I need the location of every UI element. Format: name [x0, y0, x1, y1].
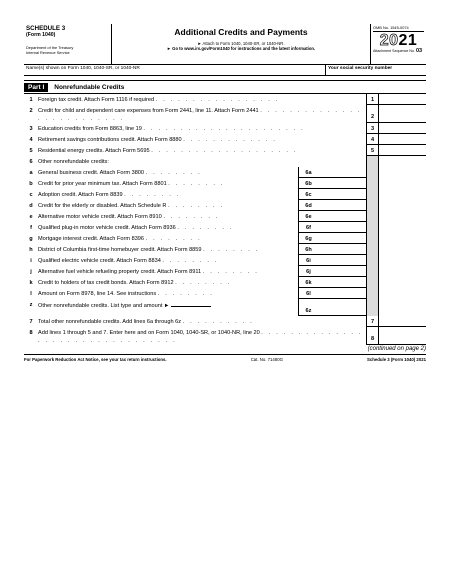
name-field[interactable]: Name(s) shown on Form 1040, 1040-SR, or 1040-NR: [24, 65, 326, 75]
ssn-field[interactable]: Your social security number: [328, 66, 393, 71]
line-6d-amount[interactable]: [318, 200, 366, 211]
shaded-amount: [378, 156, 426, 167]
shaded-box: [366, 299, 378, 316]
shaded-box: [366, 189, 378, 200]
shaded-box: [366, 244, 378, 255]
line-1-amount[interactable]: [378, 94, 426, 105]
shaded-amount: [378, 222, 426, 233]
line-6d: [24, 200, 426, 211]
line-number: 8: [29, 330, 33, 336]
subline-letter: g: [29, 236, 33, 242]
subline-label: Credit to holders of tax credit bonds. Attach Form 8912: [38, 280, 174, 286]
subline-letter: z: [29, 302, 33, 308]
leader-dots: . . . . . . . .: [175, 280, 232, 286]
subline-box: 6b: [298, 178, 318, 189]
subline-text: [38, 299, 298, 316]
subline-letter: a: [29, 170, 33, 176]
subline-letter: i: [30, 258, 32, 264]
subline-label: Mortgage interest credit. Attach Form 8396: [38, 236, 145, 242]
subline-box: 6a: [298, 167, 318, 178]
subline-text: [38, 211, 298, 222]
line-7: [24, 316, 426, 327]
subline-text: [38, 178, 298, 189]
shaded-amount: [378, 255, 426, 266]
subline-label: General business credit. Attach Form 3800: [38, 170, 145, 176]
line-box: 4: [366, 134, 378, 145]
continued-note: (continued on page 2): [367, 346, 426, 352]
line-6e: [24, 211, 426, 222]
shaded-box: [366, 156, 378, 167]
subline-text: [38, 222, 298, 233]
line-6e-amount[interactable]: [318, 211, 366, 222]
subline-letter: d: [29, 203, 33, 209]
line-text: [38, 327, 366, 345]
subline-label: District of Columbia first-time homebuyer credit. Attach Form 8859: [38, 247, 202, 253]
line-label: Residential energy credits. Attach Form 5695: [38, 148, 150, 154]
subline-box: 6e: [298, 211, 318, 222]
leader-dots: . . . . . . . . . . . . . . . . .: [155, 97, 280, 103]
subline-text: [38, 244, 298, 255]
subline-box: 6j: [298, 266, 318, 277]
leader-dots: . . . . . . . .: [145, 170, 202, 176]
subline-text: [38, 288, 298, 299]
subline-box: 6f: [298, 222, 318, 233]
line-number: 3: [29, 126, 33, 132]
omb-number: OMB No. 1545-0074: [373, 25, 424, 32]
subline-label: Adoption credit. Attach Form 8839: [38, 192, 123, 198]
subline-letter: b: [29, 181, 33, 187]
part-header: [24, 81, 426, 94]
shaded-box: [366, 222, 378, 233]
line-6j-amount[interactable]: [318, 266, 366, 277]
line-box: 5: [366, 145, 378, 156]
name-row: [24, 65, 426, 76]
line-6k-amount[interactable]: [318, 277, 366, 288]
subline-letter: j: [30, 269, 32, 275]
line-6i-amount[interactable]: [318, 255, 366, 266]
subline-box: 6h: [298, 244, 318, 255]
subline-label: Qualified plug-in motor vehicle credit. Attach Form 8936: [38, 225, 176, 231]
line-box: 8: [366, 327, 378, 345]
form-id-block: [24, 24, 112, 64]
line-6l: [24, 288, 426, 299]
subline-box: 6i: [298, 255, 318, 266]
subline-label: Other nonrefundable credits. List type and amount ►: [38, 303, 170, 309]
line-text: [38, 94, 366, 105]
other-credit-type-field[interactable]: [171, 301, 211, 307]
leader-dots: . . . . . . . . . . . . . . . . . . . . . . . . . . . . . . . . .: [38, 330, 363, 344]
subline-box: 6z: [298, 299, 318, 316]
form-header: [24, 24, 426, 65]
part-title: Nonrefundable Credits: [54, 83, 125, 91]
subline-label: Credit for the elderly or disabled. Attach Schedule R: [38, 203, 167, 209]
line-box: 1: [366, 94, 378, 105]
line-number: 4: [29, 137, 33, 143]
subline-box: 6c: [298, 189, 318, 200]
shaded-amount: [378, 244, 426, 255]
line-text: [38, 145, 366, 156]
catalog-number: Cat. No. 71480G: [250, 357, 283, 362]
line-6b-amount[interactable]: [318, 178, 366, 189]
leader-dots: . . . . . . . .: [145, 236, 202, 242]
subline-label: Alternative fuel vehicle refueling property credit. Attach Form 8911: [38, 269, 202, 275]
subline-label: Alternative motor vehicle credit. Attach Form 8910: [38, 214, 162, 220]
line-6z-amount[interactable]: [318, 299, 366, 316]
attach-instruction: ► Attach to Form 1040, 1040-SR, or 1040-NR.: [197, 41, 285, 46]
line-label: Education credits from Form 8863, line 19: [38, 126, 142, 132]
leader-dots: . . . . . . . . . . . . .: [183, 137, 278, 143]
subline-letter: f: [30, 225, 32, 231]
line-6-sublines: [24, 167, 426, 316]
footer-form-id: Schedule 3 (Form 1040) 2021: [367, 357, 426, 362]
line-label: Foreign tax credit. Attach Form 1116 if required: [38, 97, 155, 103]
shaded-amount: [378, 299, 426, 316]
line-5-amount[interactable]: [378, 145, 426, 156]
leader-dots: . . . . . . . . . . . . . . . . . . . . . .: [143, 126, 305, 132]
shaded-box: [366, 255, 378, 266]
shaded-amount: [378, 266, 426, 277]
shaded-amount: [378, 167, 426, 178]
subline-label: Qualified electric vehicle credit. Attach Form 8834: [38, 258, 161, 264]
shaded-box: [366, 167, 378, 178]
subline-letter: h: [29, 247, 33, 253]
line-5: [24, 145, 426, 156]
sequence-label: Attachment Sequence No.: [373, 49, 415, 53]
line-text: [38, 316, 366, 327]
subline-box: 6k: [298, 277, 318, 288]
subline-text: [38, 167, 298, 178]
shaded-box: [366, 200, 378, 211]
line-8-amount[interactable]: [378, 327, 426, 345]
shaded-amount: [378, 233, 426, 244]
subline-box: 6d: [298, 200, 318, 211]
line-label: Credit for child and dependent care expenses from Form 2441, line 11. Attach Form 2441: [38, 108, 259, 114]
line-2-amount[interactable]: [378, 105, 426, 123]
leader-dots: . . . . . . . .: [203, 247, 260, 253]
leader-dots: . . . . . . . .: [157, 291, 215, 297]
line-label: Total other nonrefundable credits. Add lines 6a through 6z: [38, 319, 182, 325]
line-text: [38, 134, 366, 145]
leader-dots: . . . . . . . . . . . . . . . . . . . .: [151, 148, 298, 154]
shaded-amount: [378, 178, 426, 189]
line-number: 7: [29, 319, 33, 325]
shaded-amount: [378, 277, 426, 288]
subline-text: [38, 277, 298, 288]
tax-year-prefix: 20: [379, 32, 399, 49]
line-box: 3: [366, 123, 378, 134]
leader-dots: . . . . . . . .: [168, 181, 225, 187]
shaded-box: [366, 288, 378, 299]
line-2: [24, 105, 426, 123]
shaded-box: [366, 178, 378, 189]
line-3: [24, 123, 426, 134]
subline-text: [38, 200, 298, 211]
line-6h-amount[interactable]: [318, 244, 366, 255]
shaded-amount: [378, 288, 426, 299]
part-tag: Part I: [24, 83, 48, 92]
line-6k: [24, 277, 426, 288]
subline-text: [38, 266, 298, 277]
line-number: 2: [29, 108, 33, 114]
shaded-box: [366, 233, 378, 244]
omb-block: [370, 24, 426, 64]
line-6h: [24, 244, 426, 255]
line-8: [24, 327, 426, 345]
line-number: 5: [29, 148, 33, 154]
leader-dots: . . . . . . . . . .: [182, 319, 254, 325]
line-6i: [24, 255, 426, 266]
line-text: [38, 105, 366, 123]
form-number: (Form 1040): [26, 32, 56, 38]
paperwork-notice: For Paperwork Reduction Act Notice, see your tax return instructions.: [24, 357, 167, 362]
title-block: [112, 24, 370, 64]
leader-dots: . . . . . . . .: [167, 203, 225, 209]
line-6g-amount[interactable]: [318, 233, 366, 244]
attachment-sequence: [373, 49, 424, 53]
line-3-amount[interactable]: [378, 123, 426, 134]
line-4: [24, 134, 426, 145]
tax-year: [373, 32, 424, 49]
subline-letter: l: [30, 291, 32, 297]
line-7-amount[interactable]: [378, 316, 426, 327]
subline-label: Credit for prior year minimum tax. Attach Form 8801: [38, 181, 167, 187]
line-label: Retirement savings contributions credit. Attach Form 8880: [38, 137, 182, 143]
line-number: 6: [29, 159, 33, 165]
subline-box: 6g: [298, 233, 318, 244]
subline-text: [38, 255, 298, 266]
line-6: [24, 156, 426, 167]
line-6c-amount[interactable]: [318, 189, 366, 200]
line-6a-amount[interactable]: [318, 167, 366, 178]
subline-letter: c: [29, 192, 33, 198]
line-number: 1: [29, 97, 33, 103]
line-text: [38, 123, 366, 134]
form-title: Additional Credits and Payments: [174, 27, 308, 37]
line-6z: [24, 299, 426, 316]
line-label: Add lines 1 through 5 and 7. Enter here and on Form 1040, 1040-SR, or 1040-NR, line 20: [38, 330, 260, 336]
department-label: [26, 46, 109, 55]
line-box: 7: [366, 316, 378, 327]
goto-instruction: ► Go to www.irs.gov/Form1040 for instructions and the latest information.: [166, 46, 316, 52]
leader-dots: . . . . . . . .: [163, 214, 220, 220]
subline-label: Amount on Form 8978, line 14. See instructions: [38, 291, 157, 297]
line-6a: [24, 167, 426, 178]
line-6g: [24, 233, 426, 244]
tax-year-suffix: 21: [398, 32, 418, 49]
sequence-number: 03: [415, 48, 423, 54]
subline-letter: e: [29, 214, 33, 220]
shaded-amount: [378, 200, 426, 211]
shaded-amount: [378, 211, 426, 222]
credit-lines: [24, 94, 426, 345]
leader-dots: . . . . . . . .: [202, 269, 260, 275]
schedule-label: SCHEDULE 3: [26, 25, 66, 32]
subline-box: 6l: [298, 288, 318, 299]
shaded-box: [366, 277, 378, 288]
line-1: [24, 94, 426, 105]
line-6f: [24, 222, 426, 233]
shaded-box: [366, 266, 378, 277]
leader-dots: . . . . . . . .: [177, 225, 234, 231]
subline-text: [38, 189, 298, 200]
leader-dots: . . . . . . . . . . . . . . . . . . . . . . . . . .: [38, 108, 362, 122]
line-6f-amount[interactable]: [318, 222, 366, 233]
form-footer: [24, 354, 426, 362]
line-6l-amount[interactable]: [318, 288, 366, 299]
line-label: Other nonrefundable credits:: [38, 159, 109, 165]
line-6c: [24, 189, 426, 200]
line-box: 2: [366, 105, 378, 123]
leader-dots: . . . . . . . .: [162, 258, 219, 264]
shaded-amount: [378, 189, 426, 200]
leader-dots: . . . . . . . .: [124, 192, 181, 198]
subline-letter: k: [29, 280, 33, 286]
line-6j: [24, 266, 426, 277]
shaded-box: [366, 211, 378, 222]
subline-text: [38, 233, 298, 244]
line-4-amount[interactable]: [378, 134, 426, 145]
schedule-3-form: [24, 24, 426, 362]
department-line-1: Department of the Treasury: [26, 45, 74, 50]
line-6b: [24, 178, 426, 189]
department-line-2: Internal Revenue Service: [26, 49, 70, 55]
